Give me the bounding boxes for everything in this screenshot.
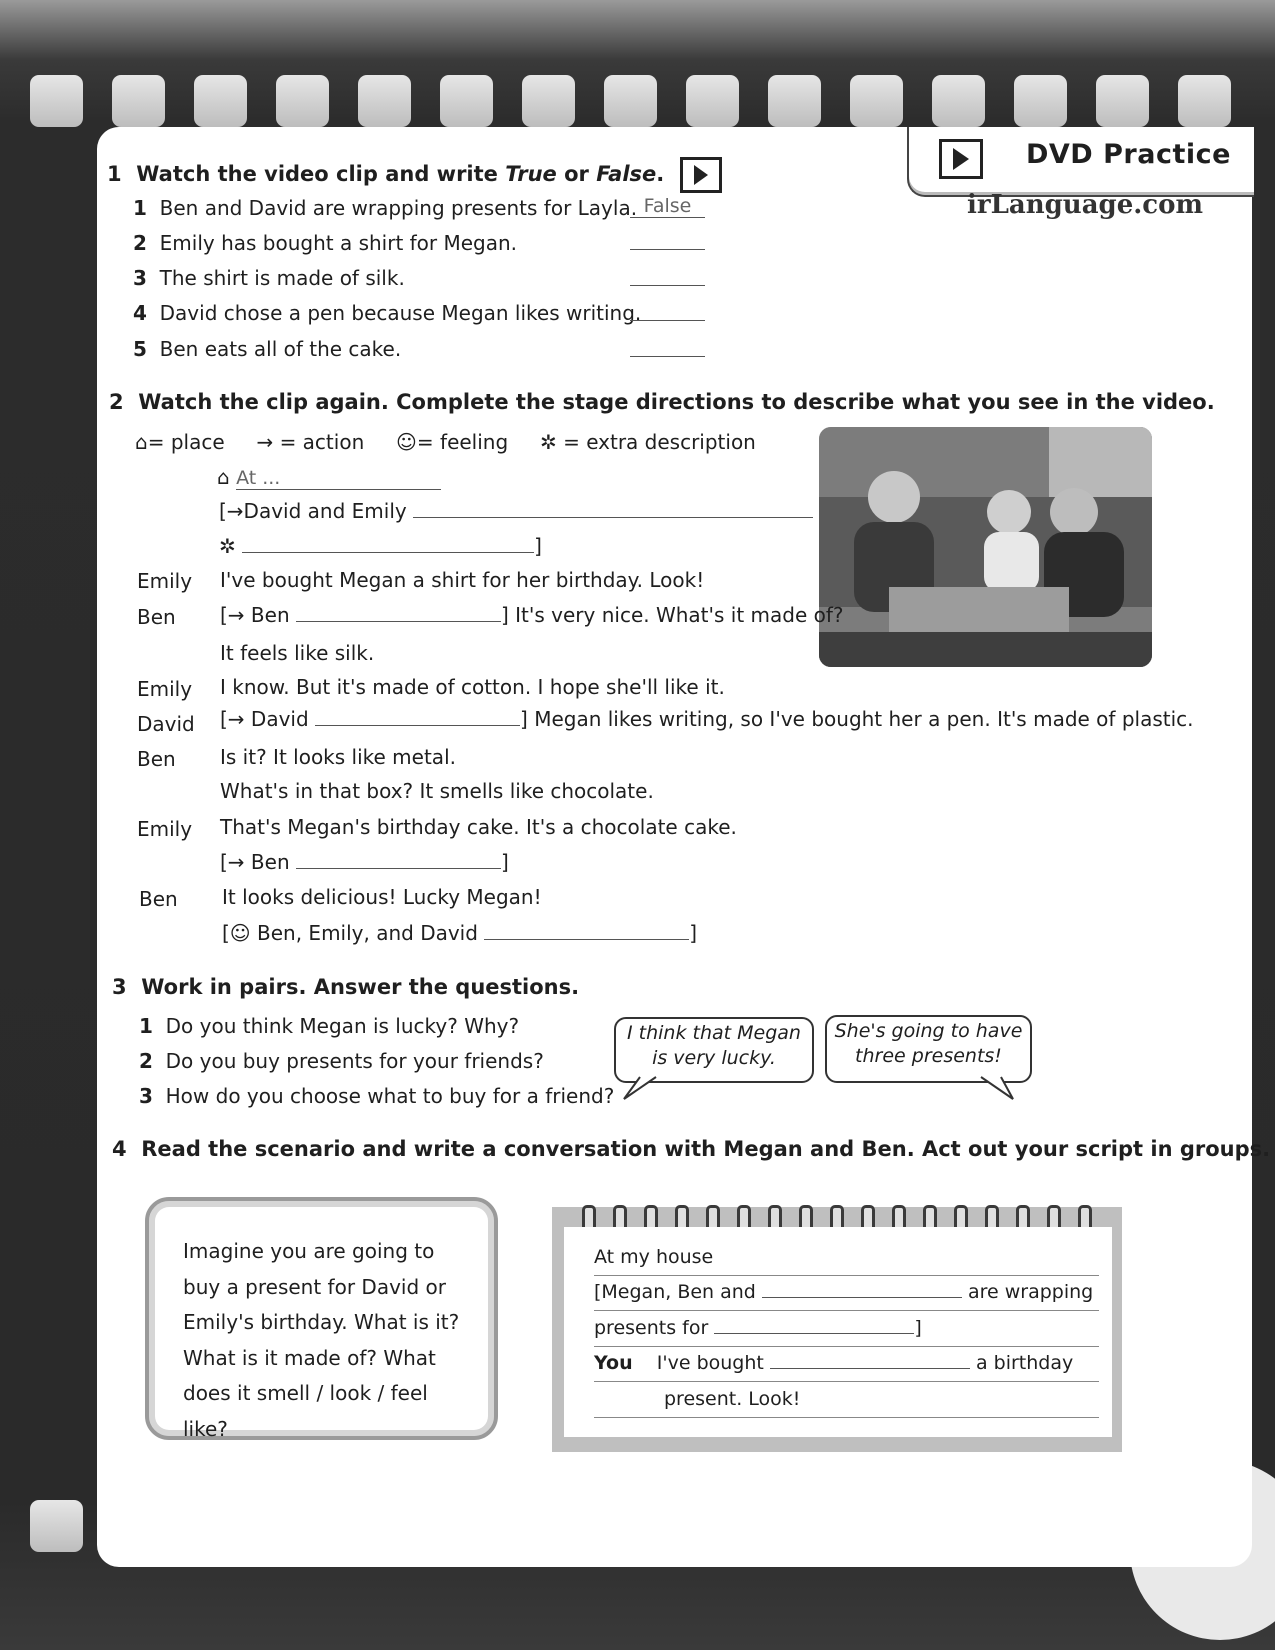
script-speaker: Ben bbox=[139, 887, 178, 911]
place-icon: ⌂ bbox=[135, 430, 148, 454]
script-speaker: Emily bbox=[137, 569, 193, 593]
ex1-item: 1 Ben and David are wrapping presents for Layla. bbox=[133, 196, 638, 220]
speech-bubble: She's going to have three presents! bbox=[825, 1015, 1032, 1083]
blank-line[interactable] bbox=[762, 1297, 962, 1298]
script-speaker: Emily bbox=[137, 677, 193, 701]
scenario-text: Imagine you are going to buy a present for David or Emily's birthday. What is it? What is it made of? What does it smell / look / feel like? bbox=[183, 1239, 460, 1441]
watermark-site: irLanguage.com bbox=[967, 190, 1203, 220]
bubble-tail bbox=[977, 1075, 1017, 1101]
worksheet-page bbox=[97, 127, 1271, 1567]
stage-extra: ✲ ] bbox=[219, 534, 542, 558]
blank-line[interactable] bbox=[315, 725, 520, 726]
ex1-item: 5 Ben eats all of the cake. bbox=[133, 337, 402, 361]
script-speaker: Ben bbox=[137, 747, 176, 771]
answer-field[interactable] bbox=[630, 263, 705, 286]
ex4-heading: 4 Read the scenario and write a conversation with Megan and Ben. Act out your script in groups. bbox=[112, 1137, 1271, 1161]
action-icon: → bbox=[256, 430, 274, 454]
blank-line[interactable] bbox=[484, 939, 689, 940]
notepad bbox=[552, 1207, 1122, 1452]
symbol-key: ⌂= place → = action ☺= feeling ✲ = extra description bbox=[135, 430, 756, 454]
film-holes-top bbox=[30, 75, 1270, 127]
ex3-question: 1 Do you think Megan is lucky? Why? bbox=[139, 1014, 520, 1038]
notepad-row: [Megan, Ben and are wrapping bbox=[594, 1276, 1099, 1311]
ex3-heading: 3 Work in pairs. Answer the questions. bbox=[112, 975, 580, 999]
script-speaker: Ben bbox=[137, 605, 176, 629]
blank-line[interactable] bbox=[714, 1333, 914, 1334]
blank-line[interactable] bbox=[413, 517, 813, 518]
script-line: It looks delicious! Lucky Megan! bbox=[222, 885, 542, 909]
script-speaker: David bbox=[137, 712, 195, 736]
speech-bubble: I think that Megan is very lucky. bbox=[614, 1017, 814, 1083]
ex1-item: 4 David chose a pen because Megan likes writing. bbox=[133, 301, 642, 325]
ex2-heading: 2 Watch the clip again. Complete the stage directions to describe what you see in the video. bbox=[109, 390, 1215, 414]
ex1-heading: 1 Watch the video clip and write True or False. bbox=[107, 157, 722, 193]
ex3-question: 3 How do you choose what to buy for a friend? bbox=[139, 1084, 615, 1108]
notepad-row: At my house bbox=[594, 1241, 1099, 1276]
extra-icon: ✲ bbox=[219, 534, 236, 558]
answer-field[interactable]: False bbox=[630, 195, 705, 218]
header-tab bbox=[907, 127, 1254, 197]
header-title: DVD Practice bbox=[1026, 139, 1231, 170]
script-line: [→ Ben ] It's very nice. What's it made of? bbox=[220, 603, 844, 627]
stage-action: [→David and Emily bbox=[219, 499, 813, 523]
script-line: That's Megan's birthday cake. It's a chocolate cake. bbox=[220, 815, 737, 839]
script-line: I've bought Megan a shirt for her birthday. Look! bbox=[220, 568, 705, 592]
script-speaker: Emily bbox=[137, 817, 193, 841]
script-line: [☺ Ben, Emily, and David ] bbox=[222, 921, 698, 945]
stage-place: ⌂ At ... bbox=[217, 465, 441, 490]
notepad-paper bbox=[564, 1227, 1112, 1437]
ex1-item: 3 The shirt is made of silk. bbox=[133, 266, 405, 290]
script-line: I know. But it's made of cotton. I hope she'll like it. bbox=[220, 675, 725, 699]
notepad-row: presents for ] bbox=[594, 1312, 1099, 1347]
play-icon bbox=[680, 157, 722, 193]
blank-line[interactable] bbox=[770, 1368, 970, 1369]
extra-icon: ✲ bbox=[539, 430, 557, 454]
video-still bbox=[819, 427, 1152, 667]
answer-field[interactable] bbox=[630, 298, 705, 321]
answer-field[interactable] bbox=[630, 334, 705, 357]
blank-line[interactable] bbox=[296, 868, 501, 869]
script-line: Is it? It looks like metal. bbox=[220, 745, 456, 769]
place-icon: ⌂ bbox=[217, 465, 230, 489]
bubble-tail bbox=[622, 1075, 662, 1101]
script-line: [→ Ben ] bbox=[220, 850, 509, 874]
notepad-row: present. Look! bbox=[594, 1383, 1099, 1418]
script-line: It feels like silk. bbox=[220, 641, 375, 665]
play-icon bbox=[939, 139, 983, 179]
script-line: [→ David ] Megan likes writing, so I've bought her a pen. It's made of plastic. bbox=[220, 707, 1194, 731]
scenario-box bbox=[145, 1197, 498, 1440]
ex3-question: 2 Do you buy presents for your friends? bbox=[139, 1049, 544, 1073]
ex1-item: 2 Emily has bought a shirt for Megan. bbox=[133, 231, 518, 255]
script-line: What's in that box? It smells like chocolate. bbox=[220, 779, 654, 803]
notepad-row: You I've bought a birthday bbox=[594, 1347, 1099, 1382]
blank-line[interactable] bbox=[296, 621, 501, 622]
blank-line[interactable] bbox=[242, 552, 534, 553]
answer-field[interactable] bbox=[630, 227, 705, 250]
feeling-icon: ☺ bbox=[396, 430, 417, 454]
